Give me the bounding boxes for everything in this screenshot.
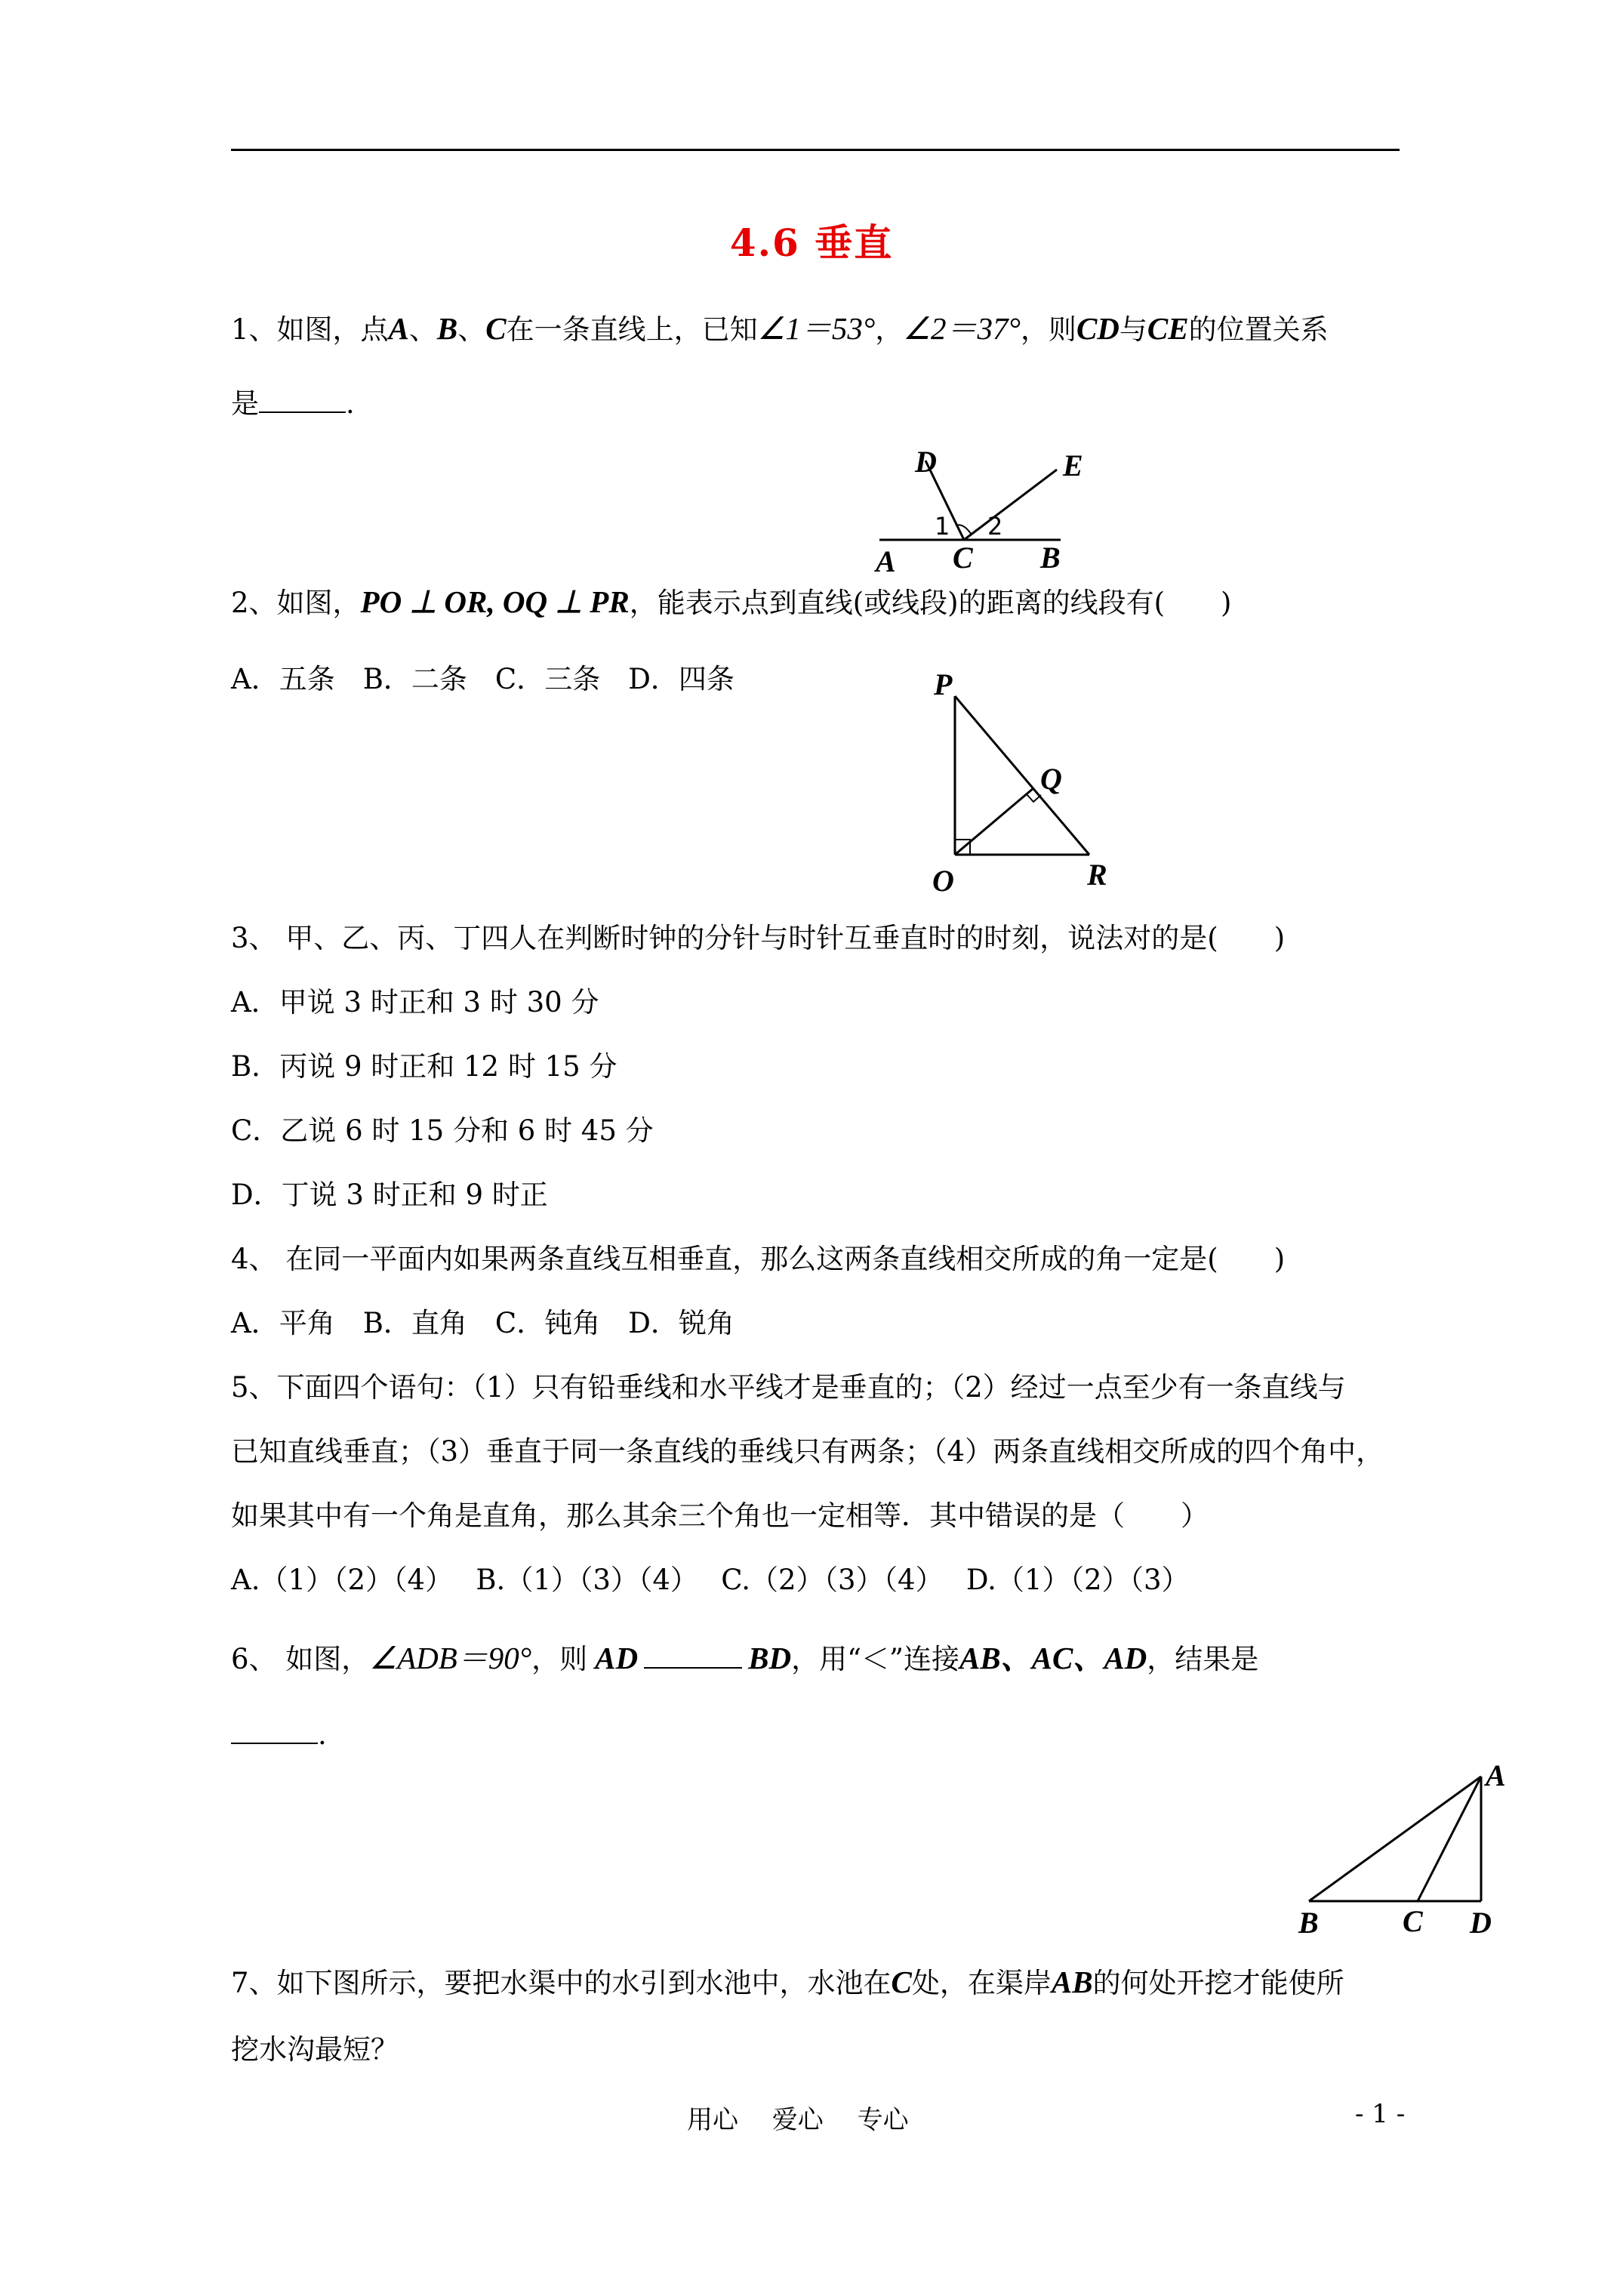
q1-sep: 、 [457, 313, 486, 346]
page-number: - 1 - [1355, 2099, 1406, 2129]
q1-sep: ， [875, 313, 904, 346]
label-a: A [1486, 1758, 1506, 1792]
label-o: O [932, 864, 954, 898]
q1-line-cd: CD [1076, 311, 1119, 346]
q1-line-ce: CE [1147, 311, 1189, 346]
question-5-options: A.（1）（2）（4） B.（1）（3）（4） C.（2）（3）（4） D.（1）（2）（3） [231, 1564, 1190, 1596]
question-6-line-1 [231, 1637, 1400, 1678]
label-c: C [953, 541, 973, 575]
figure-3 [1283, 1755, 1525, 1940]
question-3-option-b: B．丙说 9 时正和 12 时 15 分 [231, 1050, 617, 1083]
question-5-line-1: 5、下面四个语句：（1）只有铅垂线和水平线才是垂直的；（2）经过一点至少有一条直线与 [231, 1371, 1346, 1404]
footer-slogan: 用心 爱心 专心 [687, 2105, 909, 2135]
q1-angle-2: ∠2＝37° [903, 311, 1021, 346]
q6-text: ，用“＜”连接 [791, 1643, 959, 1675]
question-4-stem: 4、 在同一平面内如果两条直线互相垂直，那么这两条直线相交所成的角一定是( ) [231, 1243, 1286, 1275]
q7-segment-ab: AB [1051, 1965, 1093, 1999]
q6-text: ，则 [531, 1643, 588, 1675]
q1-text: 是 [231, 387, 259, 420]
label-b: B [1040, 541, 1061, 575]
label-e: E [1063, 448, 1083, 482]
q7-text: 的何处开挖才能使所 [1092, 1967, 1344, 1999]
question-2-options: A．五条 B．二条 C．三条 D．四条 [231, 663, 735, 695]
q7-point-c: C [891, 1965, 912, 1999]
question-7-line-1 [231, 1963, 1400, 2002]
answer-blank [259, 381, 346, 413]
figure-2-diagram [917, 667, 1144, 898]
label-c: C [1403, 1904, 1423, 1938]
q1-text: 与 [1119, 313, 1147, 346]
q1-point-c: C [485, 311, 507, 346]
figure-1-diagram [868, 445, 1117, 578]
label-b: B [1298, 1906, 1319, 1940]
q1-text: 1、如图，点 [231, 313, 389, 346]
q7-text: 处，在渠岸 [911, 1967, 1052, 1999]
page-title: 4.6 垂直 [729, 220, 894, 265]
question-1-line-2 [231, 381, 1400, 423]
q6-text: ，结果是 [1147, 1643, 1259, 1675]
question-1-line-1 [231, 310, 1400, 349]
segment-oq [955, 788, 1033, 855]
question-4-options: A．平角 B．直角 C．钝角 D．锐角 [231, 1307, 735, 1339]
label-angle-1: 1 [935, 512, 950, 541]
label-r: R [1087, 858, 1107, 892]
question-7-line-2: 挖水沟最短？ [231, 2033, 399, 2066]
label-q: Q [1040, 762, 1062, 796]
q6-segment-bd: BD [748, 1641, 792, 1675]
q2-condition: PO ⊥ OR, OQ ⊥ PR [360, 584, 630, 619]
q6-text: 6、 如图， [231, 1643, 370, 1675]
q6-segments: AB、AC、AD [959, 1641, 1147, 1675]
q1-text: 在一条直线上，已知 [506, 313, 758, 346]
q7-text: 7、如下图所示，要把水渠中的水引到水池中，水池在 [231, 1967, 892, 1999]
label-a: A [876, 544, 896, 578]
label-angle-2: 2 [987, 512, 1003, 541]
q1-point-b: B [436, 311, 458, 346]
segment-pr [955, 696, 1089, 855]
question-3-option-d: D．丁说 3 时正和 9 时正 [231, 1179, 548, 1211]
segment-ce [964, 470, 1057, 540]
segment-ab [1309, 1777, 1481, 1901]
question-5-line-2: 已知直线垂直；（3）垂直于同一条直线的垂线只有两条；（4）两条直线相交所成的四个角中， [231, 1435, 1384, 1468]
figure-2 [917, 667, 1144, 901]
segment-ac [1418, 1777, 1481, 1901]
figure-1 [868, 445, 1117, 577]
q2-text: ，能表示点到直线(或线段)的距离的线段有( ) [629, 587, 1232, 619]
question-5-line-3: 如果其中有一个角是直角，那么其余三个角也一定相等．其中错误的是（ ） [231, 1499, 1209, 1532]
q1-text: 的位置关系 [1188, 313, 1329, 346]
q6-segment-ad: AD [595, 1641, 639, 1675]
q2-text: 2、如图， [231, 587, 361, 619]
q6-angle: ∠ADB＝90° [369, 1641, 532, 1675]
label-d: D [1470, 1906, 1492, 1940]
q1-point-a: A [388, 311, 409, 346]
header-rule [231, 149, 1400, 151]
q6-text: . [318, 1718, 327, 1751]
figure-3-diagram [1283, 1755, 1525, 1940]
answer-blank [644, 1637, 742, 1669]
q1-angle-1: ∠1＝53° [757, 311, 876, 346]
question-6-line-2 [231, 1712, 1400, 1754]
answer-blank [231, 1712, 318, 1744]
question-3-option-c: C．乙说 6 时 15 分和 6 时 45 分 [231, 1114, 654, 1147]
question-3-option-a: A．甲说 3 时正和 3 时 30 分 [231, 986, 599, 1019]
q1-text: ，则 [1020, 313, 1076, 346]
question-3-stem: 3、 甲、乙、丙、丁四人在判断时钟的分针与时针互垂直时的时刻，说法对的是( ) [231, 922, 1286, 954]
label-d: D [915, 445, 937, 479]
label-p: P [934, 667, 953, 701]
q1-text: . [346, 387, 355, 420]
question-2-line-1 [231, 583, 1400, 622]
q1-sep: 、 [408, 313, 437, 346]
